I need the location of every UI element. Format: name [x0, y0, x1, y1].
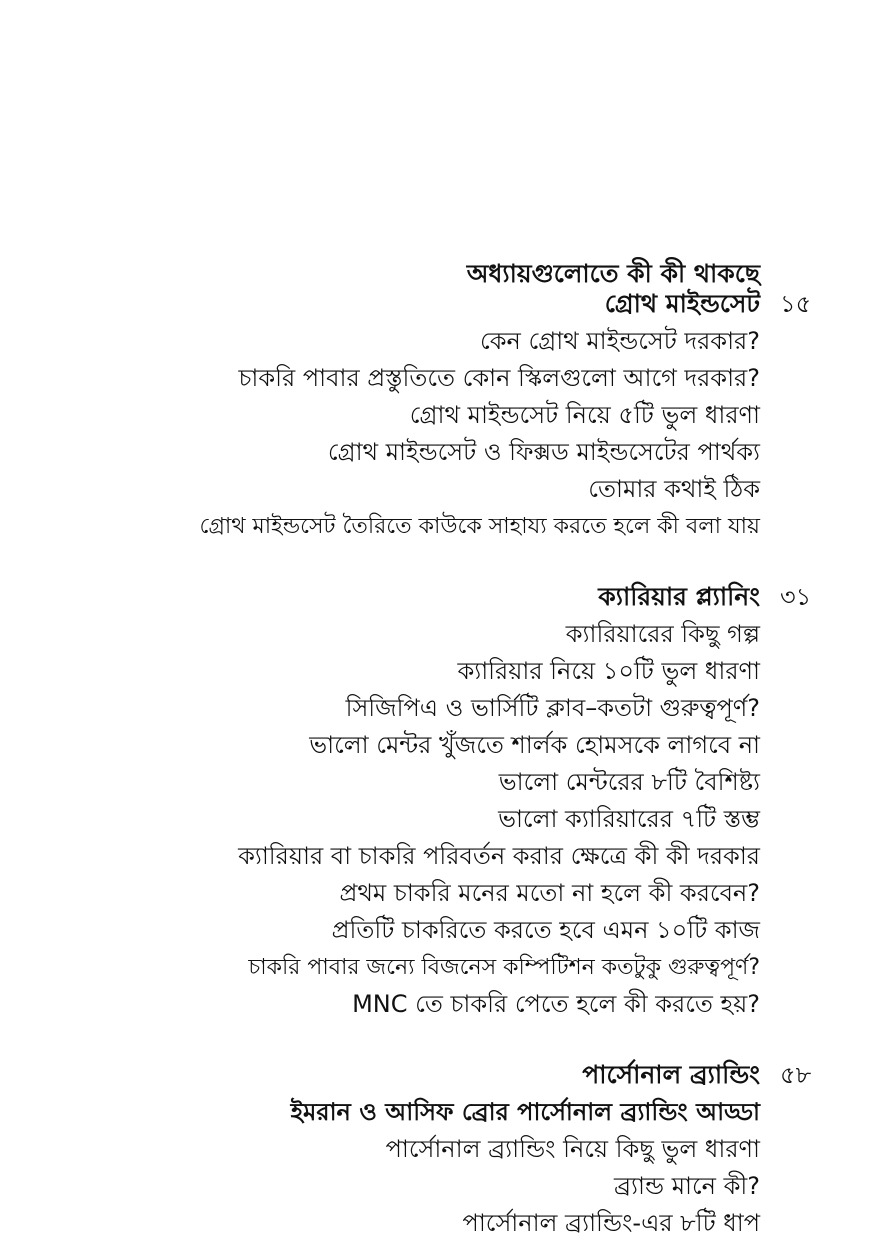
section-page-number: ৩১	[780, 582, 812, 611]
toc-item	[0, 1132, 870, 1169]
section-personal-branding	[0, 1058, 870, 1243]
toc-item	[0, 987, 870, 1024]
toc-item	[0, 1206, 870, 1243]
toc-item	[0, 765, 870, 802]
toc-item	[0, 617, 870, 654]
toc-item-text: ক্যারিয়ার বা চাকরি পরিবর্তন করার ক্ষেত্রে কী কী দরকার	[238, 841, 760, 870]
section-growth-mindset	[0, 287, 870, 546]
toc-item-text: চাকরি পাবার জন্যে বিজনেস কম্পিটিশন কতটুকু গুরুত্বপূর্ণ?	[248, 955, 760, 980]
section-title-row	[0, 580, 870, 617]
toc-item-text: সিজিপিএ ও ভার্সিটি ক্লাব–কতটা গুরুত্বপূর্ণ?	[345, 693, 760, 722]
toc-item	[0, 950, 870, 987]
section-title-row	[0, 287, 870, 324]
toc-item-text: গ্রোথ মাইন্ডসেট নিয়ে ৫টি ভুল ধারণা	[409, 400, 760, 429]
toc-item-text: MNC তে চাকরি পেতে হলে কী করতে হয়?	[352, 989, 760, 1018]
section-page-number: ১৫	[780, 289, 812, 318]
toc-item	[0, 728, 870, 765]
toc-item-text: তোমার কথাই ঠিক	[588, 474, 760, 503]
toc-item	[0, 1095, 870, 1132]
toc-item	[0, 472, 870, 509]
toc-item	[0, 509, 870, 546]
toc-item-text: প্রথম চাকরি মনের মতো না হলে কী করবেন?	[339, 878, 760, 907]
toc-item	[0, 913, 870, 950]
toc-item-text: ভালো ক্যারিয়ারের ৭টি স্তম্ভ	[498, 804, 760, 833]
toc-item-text: কেন গ্রোথ মাইন্ডসেট দরকার?	[480, 326, 760, 355]
section-title: পার্সোনাল ব্র্যান্ডিং	[582, 1060, 760, 1089]
contents-heading: অধ্যায়গুলোতে কী কী থাকছে	[466, 259, 760, 288]
section-title: ক্যারিয়ার প্ল্যানিং	[598, 582, 760, 611]
toc-item	[0, 839, 870, 876]
toc-item	[0, 654, 870, 691]
toc-item-text: ভালো মেন্টর খুঁজতে শার্লক হোমসকে লাগবে না	[309, 730, 760, 759]
section-title: গ্রোথ মাইন্ডসেট	[604, 289, 760, 318]
toc-item-text: ভালো মেন্টরের ৮টি বৈশিষ্ট্য	[498, 767, 760, 796]
toc-item	[0, 398, 870, 435]
section-title-row	[0, 1058, 870, 1095]
toc-item-text: ইমরান ও আসিফ ব্রোর পার্সোনাল ব্র্যান্ডিং আড্ডা	[290, 1097, 760, 1126]
toc-item	[0, 361, 870, 398]
toc-item-text: চাকরি পাবার প্রস্তুতিতে কোন স্কিলগুলো আগে দরকার?	[238, 363, 760, 392]
toc-item-text: ক্যারিয়ার নিয়ে ১০টি ভুল ধারণা	[457, 656, 760, 685]
toc-item	[0, 802, 870, 839]
toc-item-text: পার্সোনাল ব্র্যান্ডিং নিয়ে কিছু ভুল ধারণা	[385, 1134, 760, 1163]
toc-item-text: গ্রোথ মাইন্ডসেট তৈরিতে কাউকে সাহায্য করতে হলে কী বলা যায়	[199, 514, 760, 539]
toc-item-text: গ্রোথ মাইন্ডসেট ও ফিক্সড মাইন্ডসেটের পার্থক্য	[327, 437, 760, 466]
toc-item	[0, 1169, 870, 1206]
toc-item-text: ক্যারিয়ারের কিছু গল্প	[565, 619, 760, 648]
toc-item-text: ব্র্যান্ড মানে কী?	[613, 1171, 760, 1200]
toc-item	[0, 324, 870, 361]
section-page-number: ৫৮	[780, 1060, 812, 1089]
toc-item-text: পার্সোনাল ব্র্যান্ডিং-এর ৮টি ধাপ	[462, 1208, 760, 1237]
section-career-planning	[0, 580, 870, 1024]
toc-item-text: প্রতিটি চাকরিতে করতে হবে এমন ১০টি কাজ	[331, 915, 760, 944]
toc-item	[0, 876, 870, 913]
toc-item	[0, 691, 870, 728]
toc-item	[0, 435, 870, 472]
